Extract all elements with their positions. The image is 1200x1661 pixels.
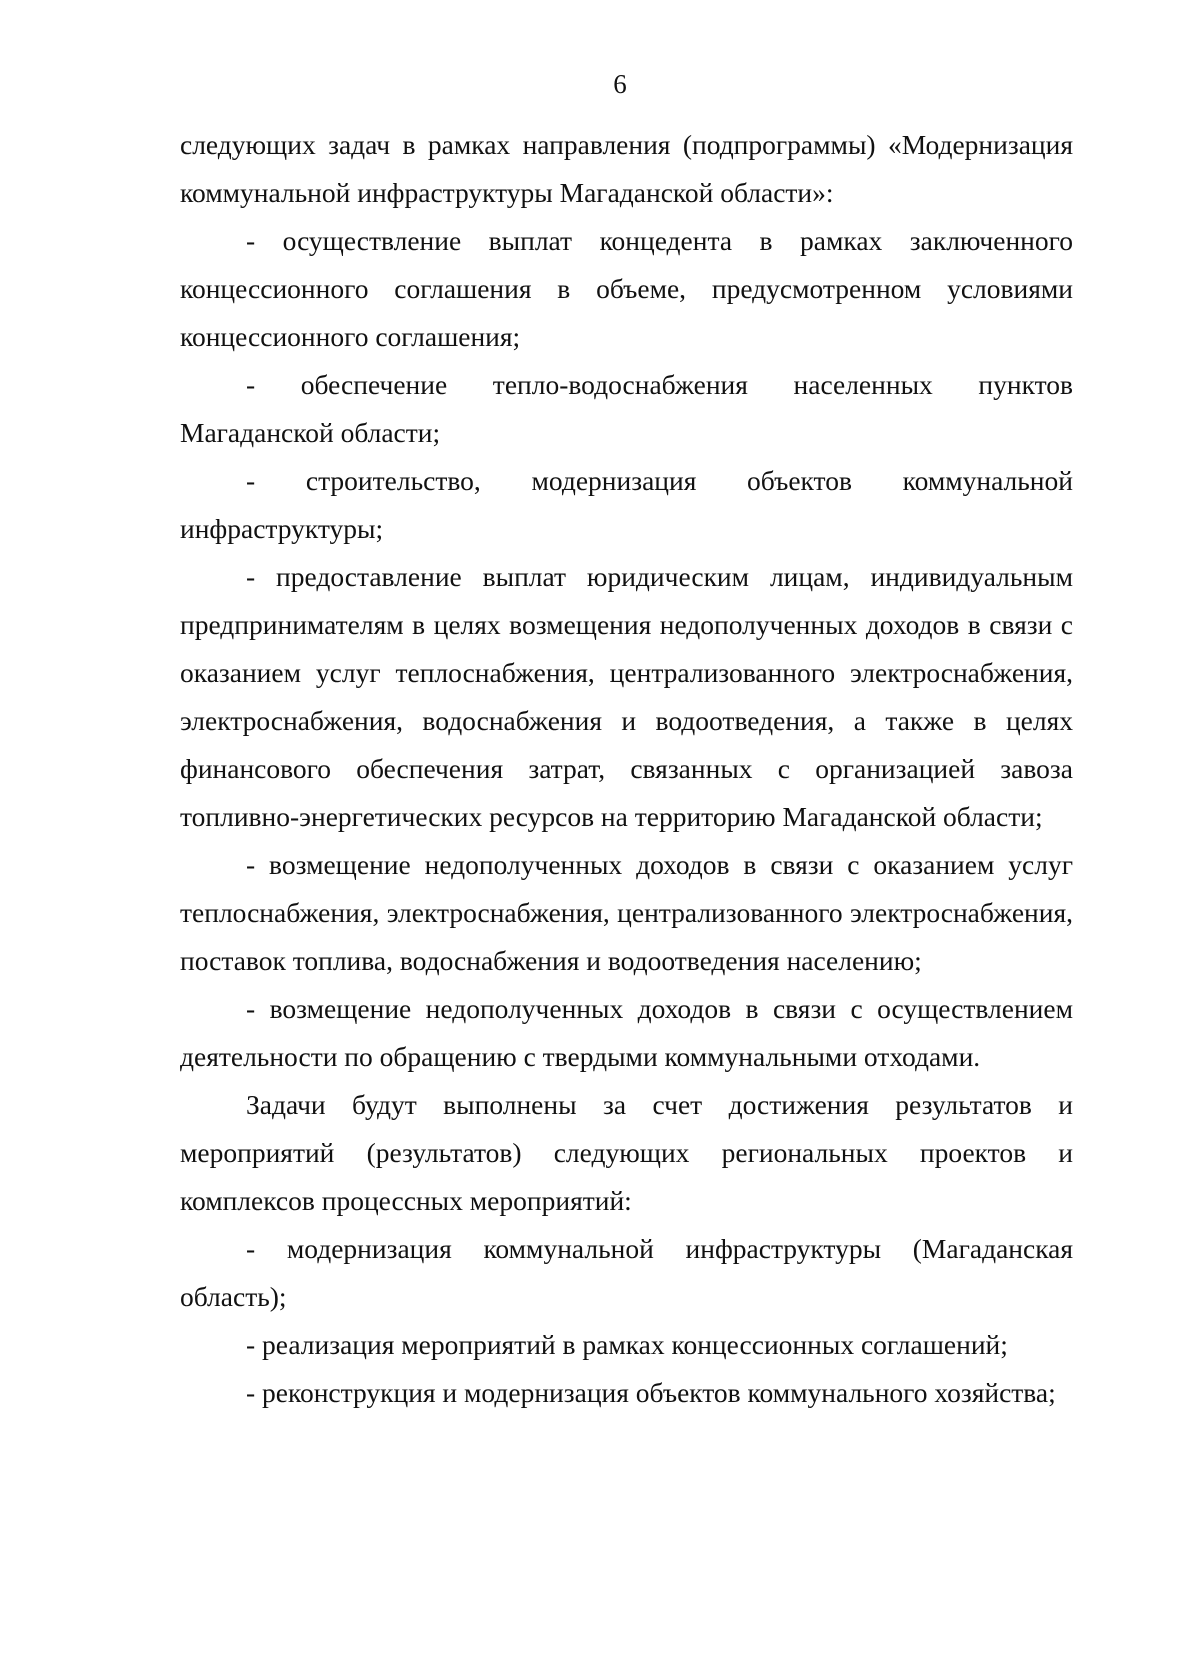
paragraph-lost-income-population: - возмещение недополученных доходов в связи с оказанием услуг теплоснабжения, электроснабжения, централизованного электроснабжения, поставок топлива, водоснабжения и водоотведения населению; xyxy=(180,849,1073,976)
paragraph-concession-payments: - осуществление выплат концедента в рамках заключенного концессионного соглашения в объеме, предусмотренном условиями концессионного соглашения; xyxy=(180,225,1073,352)
page-number: 6 xyxy=(613,69,627,99)
paragraph-intro: следующих задач в рамках направления (подпрограммы) «Модернизация коммунальной инфраструктуры Магаданской области»: xyxy=(180,129,1073,208)
paragraph-payments-legal-entities: - предоставление выплат юридическим лицам, индивидуальным предпринимателям в целях возмещения недополученных доходов в связи с оказанием услуг теплоснабжения, централизованного электроснабжения, электроснабжения, водоснабжения и водоотведения, а также в целях финансового обеспечения затрат, связанных с организацией завоза топливно-энергетических ресурсов на территорию Магаданской области; xyxy=(180,561,1073,832)
paragraph-construction: - строительство, модернизация объектов коммунальной инфраструктуры; xyxy=(180,465,1073,544)
paragraph-solid-waste: - возмещение недополученных доходов в связи с осуществлением деятельности по обращению с твердыми коммунальными отходами. xyxy=(180,993,1073,1072)
paragraph-tasks-summary: Задачи будут выполнены за счет достижения результатов и мероприятий (результатов) следующих региональных проектов и комплексов процессных мероприятий: xyxy=(180,1089,1073,1216)
paragraph-heat-water-supply: - обеспечение тепло-водоснабжения населенных пунктов Магаданской области; xyxy=(180,369,1073,448)
document-body xyxy=(180,121,1073,1417)
paragraph-project-reconstruction: - реконструкция и модернизация объектов коммунального хозяйства; xyxy=(246,1377,1056,1408)
paragraph-project-concessions: - реализация мероприятий в рамках концессионных соглашений; xyxy=(246,1329,1008,1360)
paragraph-project-modernization: - модернизация коммунальной инфраструктуры (Магаданская область); xyxy=(180,1233,1073,1312)
